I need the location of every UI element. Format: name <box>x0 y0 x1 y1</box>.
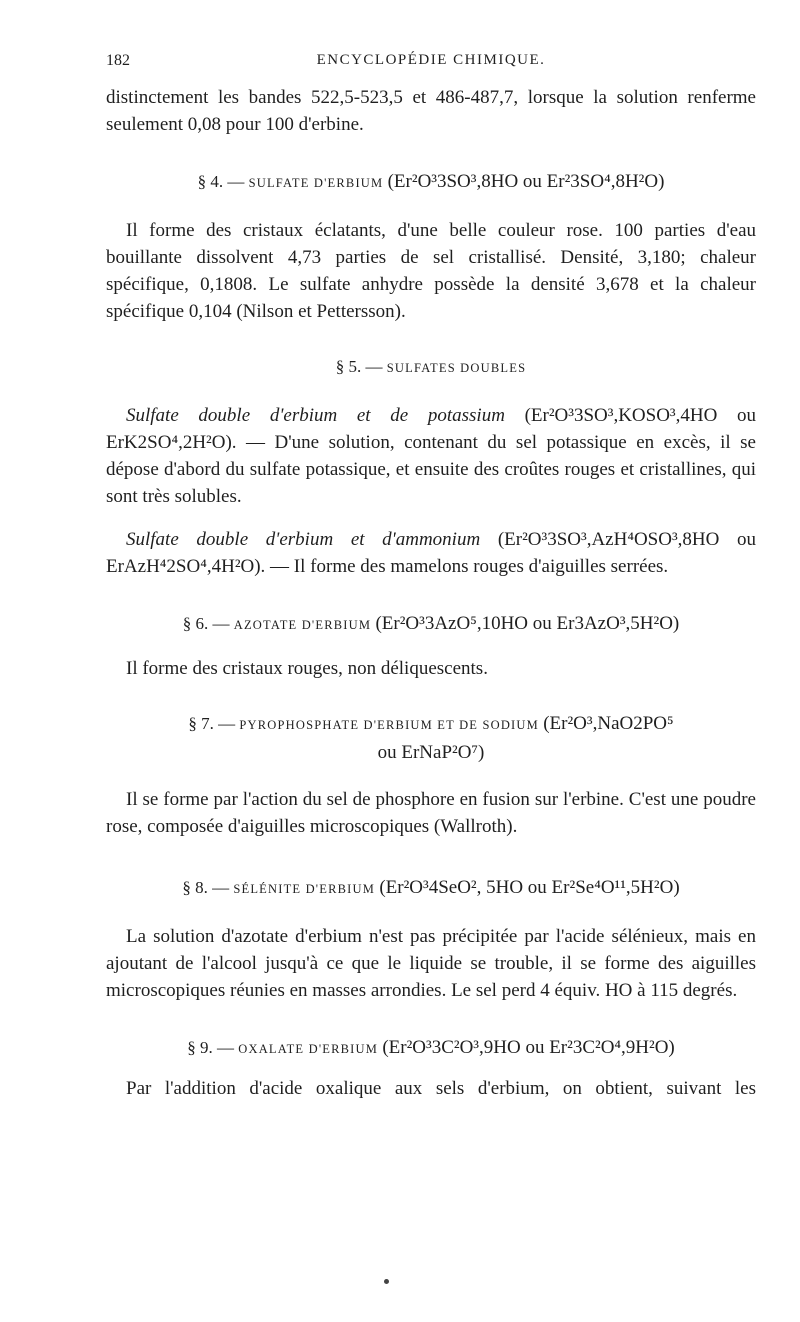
section-9-number: § 9. — <box>187 1038 234 1057</box>
section-7-heading <box>106 710 756 766</box>
section-8-heading <box>106 874 756 903</box>
section-8-formula: (Er²O³4SeO², 5HO ou Er²Se⁴O¹¹,5H²O) <box>379 877 680 898</box>
section-8-number: § 8. — <box>182 878 230 897</box>
page-header <box>106 52 756 76</box>
section-5-p1-text: (Er²O³3SO³,KOSO³,4HO ou ErK2SO⁴,2H²O). — D'une solution, contenant du sel potassique en excès, il se dépose d'abord du sulfate potassique, et ensuite des croûtes rouges et cristallines, qui sont très solubles. <box>106 405 756 507</box>
print-speck <box>384 1279 389 1284</box>
section-9-formula: (Er²O³3C²O³,9HO ou Er²3C²O⁴,9H²O) <box>382 1037 675 1058</box>
section-6-number: § 6. — <box>182 614 230 633</box>
section-5-paragraph-1 <box>106 402 756 510</box>
intro-paragraph: distinctement les bandes 522,5-523,5 et 486-487,7, lorsque la solution renferme seulement 0,08 pour 100 d'erbine. <box>106 87 756 135</box>
section-5-number: § 5. — <box>335 357 383 376</box>
section-9-heading <box>106 1034 756 1063</box>
section-4-number: § 4. — <box>197 172 245 191</box>
section-7-number: § 7. — <box>188 714 236 733</box>
section-9-text: Par l'addition d'acide oxalique aux sels d'erbium, on obtient, suivant les <box>126 1078 756 1099</box>
section-7-formula-2: ou ErNaP²O⁷) <box>377 742 485 763</box>
page-number: 182 <box>106 52 130 69</box>
section-5-title: SULFATES DOUBLES <box>386 361 527 375</box>
section-6-text: Il forme des cristaux rouges, non déliquescents. <box>126 658 488 679</box>
section-5-p2-text: (Er²O³3SO³,AzH⁴OSO³,8HO ou ErAzH⁴2SO⁴,4H²O). — Il forme des mamelons rouges d'aiguilles serrées. <box>106 529 756 577</box>
section-6-heading <box>106 610 756 639</box>
section-5-p1-title: Sulfate double d'erbium et de potassium <box>126 405 505 426</box>
page-body <box>106 84 756 1102</box>
section-4-heading <box>106 168 756 197</box>
section-9-title: OXALATE D'ERBIUM <box>238 1042 379 1056</box>
section-5-paragraph-2 <box>106 526 756 580</box>
section-8-text: La solution d'azotate d'erbium n'est pas précipitée par l'acide sélénieux, mais en ajoutant de l'alcool jusqu'à ce que le liquide se trouble, il se forme des aiguilles microscopiques réunies en masses arrondies. Le sel perd 4 équiv. HO à 115 degrés. <box>106 926 756 1001</box>
section-4-title: SULFATE D'ERBIUM <box>248 176 384 190</box>
section-5-p2-title: Sulfate double d'erbium et d'ammonium <box>126 529 481 550</box>
running-title: ENCYCLOPÉDIE CHIMIQUE. <box>316 52 546 68</box>
section-4-text: Il forme des cristaux éclatants, d'une belle couleur rose. 100 parties d'eau bouillante dissolvent 4,73 parties de sel cristallisé. Densité, 3,180; chaleur spécifique, 0,1808. Le sulfate anhydre possède la densité 3,678 et la chaleur spécifique 0,104 (Nilson et Pettersson). <box>106 220 756 322</box>
section-7-title: PYROPHOSPHATE D'ERBIUM ET DE SODIUM <box>239 718 539 732</box>
section-7-formula: (Er²O³,NaO2PO⁵ <box>543 713 674 734</box>
section-6-title: AZOTATE D'ERBIUM <box>233 618 372 632</box>
section-4-formula: (Er²O³3SO³,8HO ou Er²3SO⁴,8H²O) <box>387 171 665 192</box>
section-8-title: SÉLÉNITE D'ERBIUM <box>233 882 376 896</box>
section-6-formula: (Er²O³3AzO⁵,10HO ou Er3AzO³,5H²O) <box>375 613 680 634</box>
section-5-heading <box>106 353 756 382</box>
section-7-text: Il se forme par l'action du sel de phosphore en fusion sur l'erbine. C'est une poudre rose, composée d'aiguilles microscopiques (Wallroth). <box>106 789 756 837</box>
